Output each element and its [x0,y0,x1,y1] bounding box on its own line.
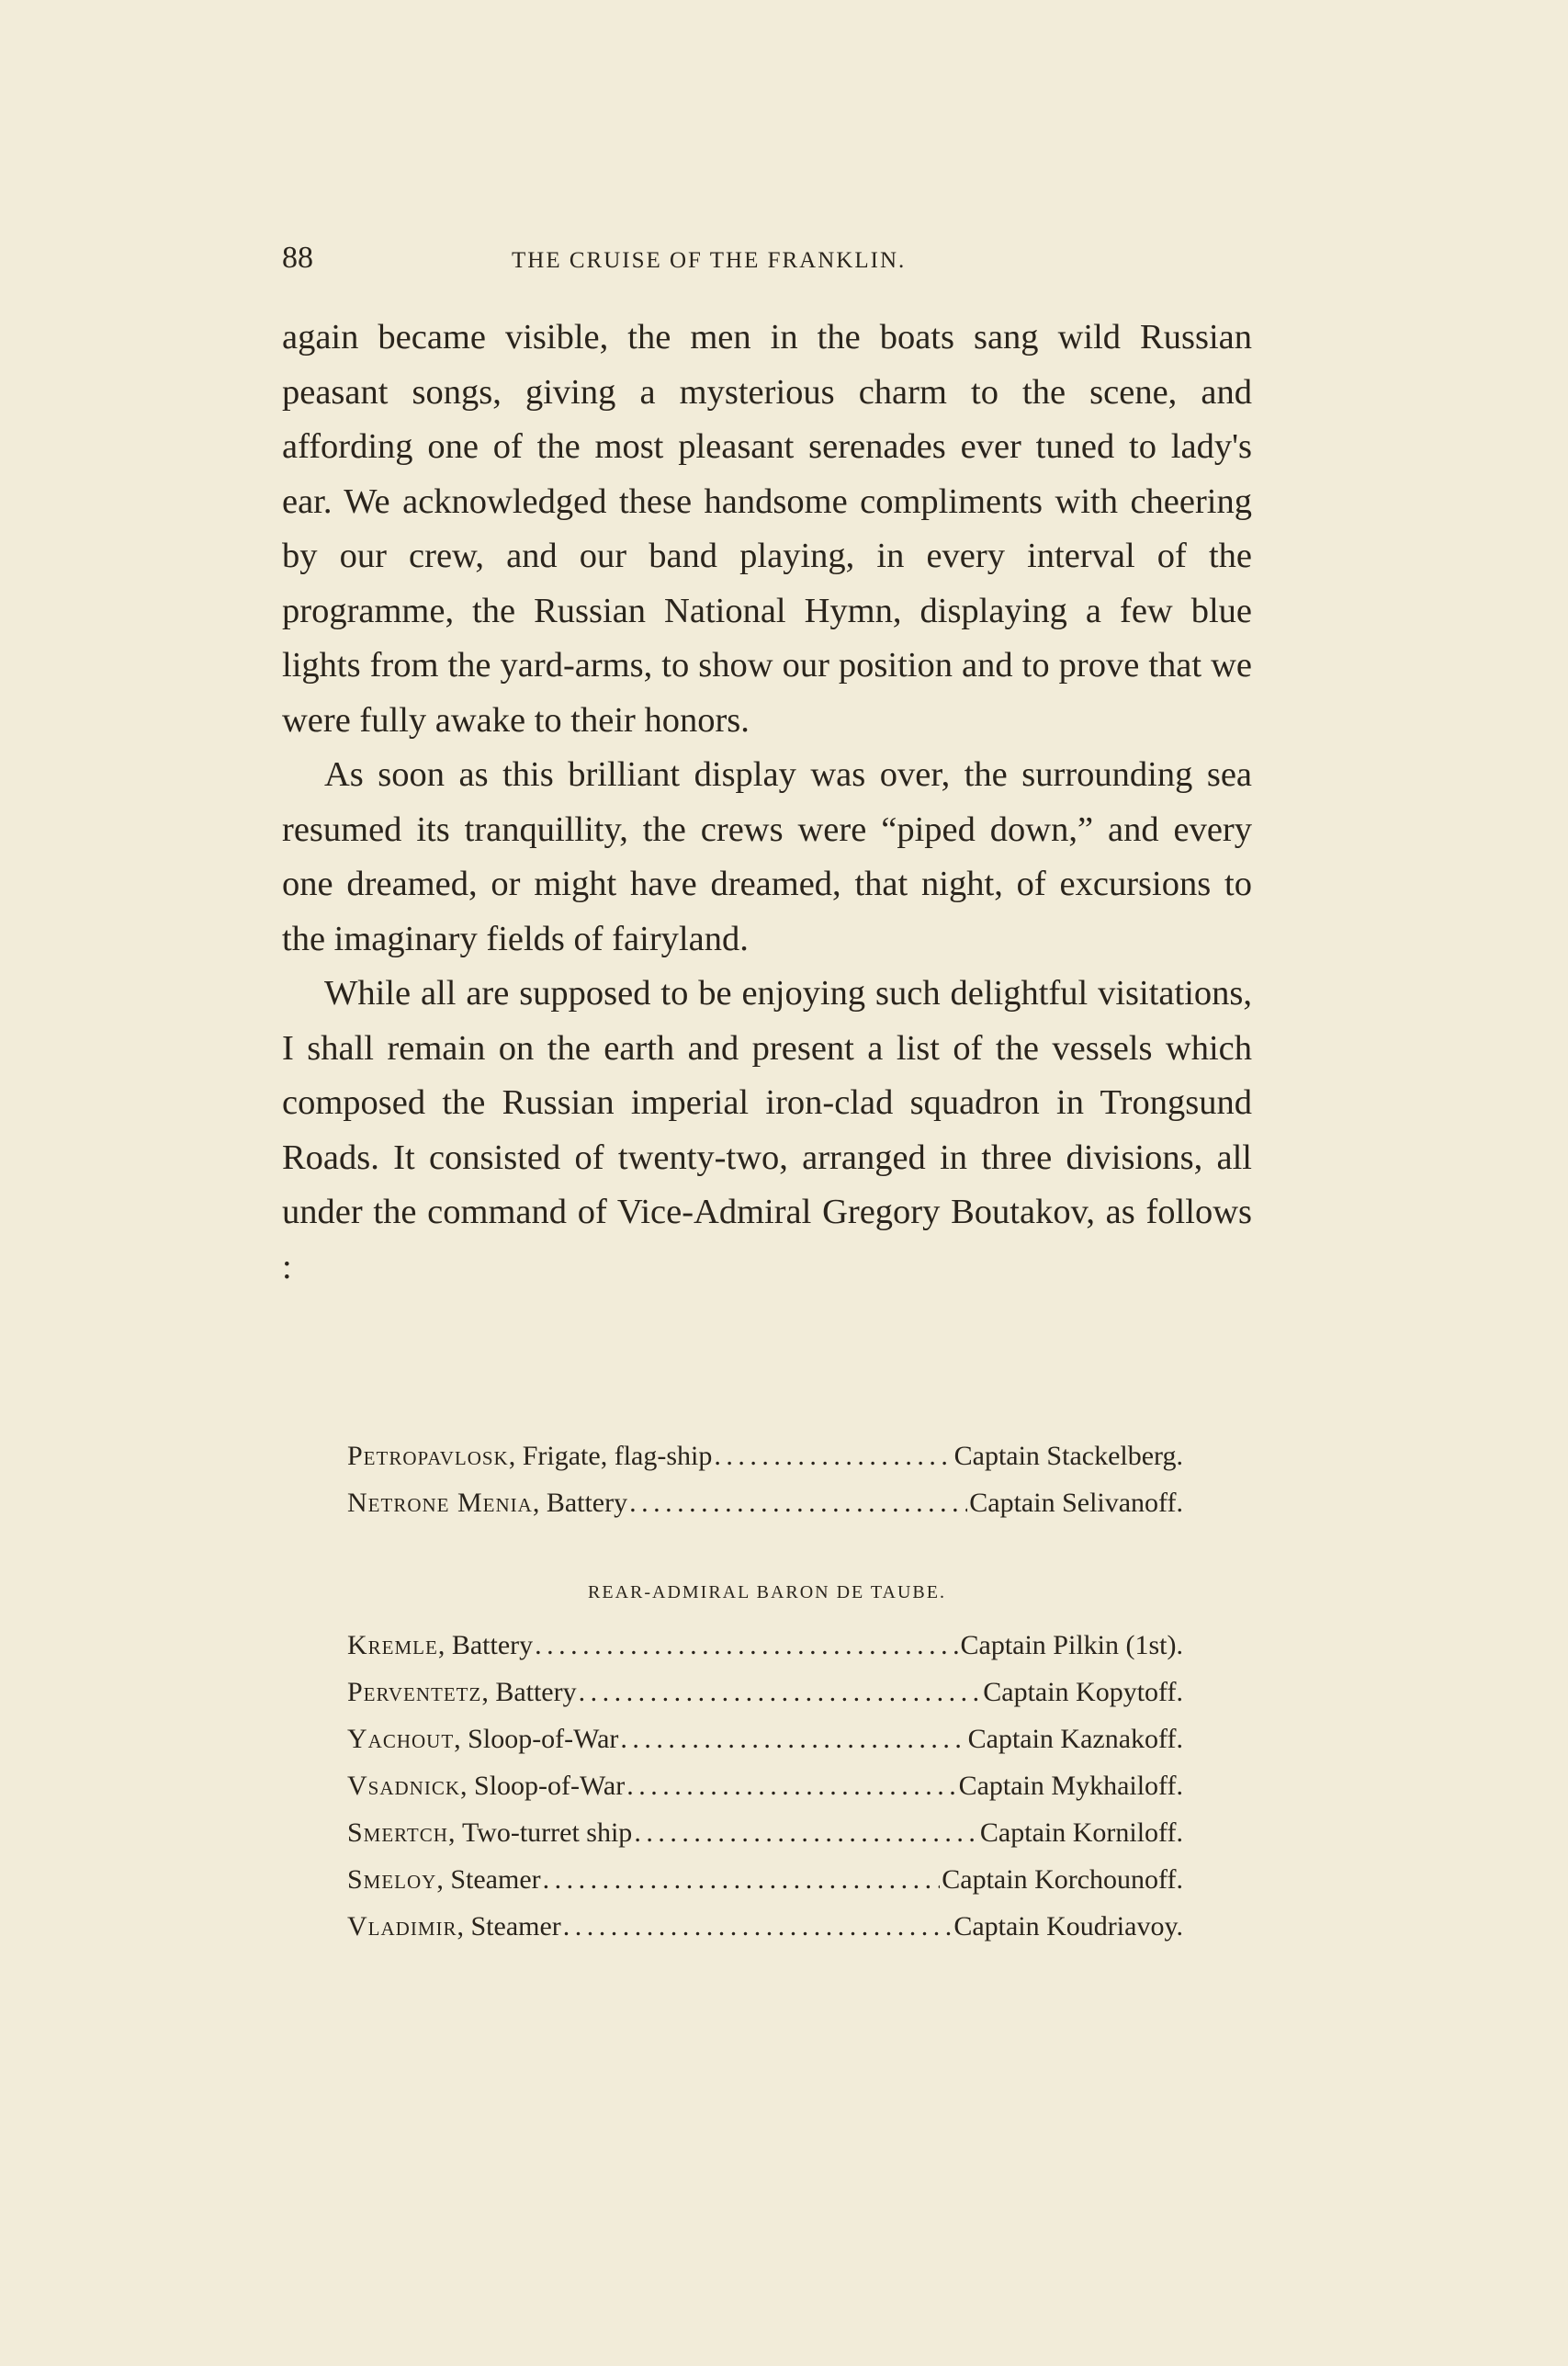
list-item [347,1677,1183,1724]
separator: , [454,1724,468,1754]
separator: , [481,1677,496,1707]
ship-name: Vladimir [347,1911,457,1941]
separator: , [447,1817,462,1848]
ship-type: Steamer [450,1864,541,1895]
leader-dots [626,1771,956,1802]
paragraph: again became visible, the men in the boats sang wild Russian peasant songs, giving a mysterious charm to the scene, and affording one of the most pleasant serenades ever tuned to lady's ear. We acknowledged these handsome compliments with cheering by our crew, and our band playing, in every interval of the programme, the Russian National Hymn, displaying a few blue lights from the yard-arms, to show our position and to prove that we were fully awake to their honors. [282,318,1252,740]
list-item [347,1630,1183,1677]
captain-name: Captain Mykhailoff. [958,1771,1183,1801]
ship-name: Yachout [347,1724,455,1754]
paragraph: As soon as this brilliant display was over, the surrounding sea resumed its tranquillity, the crews were “piped down,” and every one dreamed, or might have dreamed, that night, of excursions to the imaginary fields of fairyland. [282,755,1252,958]
ship-name: Petropavlosk [347,1441,509,1471]
flagship-list [347,1441,1183,1534]
separator: , [457,1911,471,1941]
ship-type: Battery [546,1488,628,1518]
page-number: 88 [282,241,313,275]
ship-name: Smeloy [347,1864,437,1895]
ship-type: Frigate, flag-ship [522,1441,713,1471]
ship-type: Sloop-of-War [468,1724,619,1754]
running-head: THE CRUISE OF THE FRANKLIN. [512,248,907,273]
separator: , [508,1441,523,1471]
division-list [347,1630,1183,1958]
ship-name: Vsadnick [347,1771,461,1801]
body-text [282,311,1252,1295]
leader-dots [563,1911,953,1942]
separator: , [437,1630,452,1660]
captain-name: Captain Korchounoff. [942,1864,1183,1895]
division-heading: REAR-ADMIRAL BARON DE TAUBE. [588,1582,946,1602]
leader-dots [543,1864,941,1896]
ship-name: Perventetz [347,1677,482,1707]
ship-type: Battery [451,1630,534,1660]
leader-dots [714,1441,952,1472]
leader-dots [629,1488,967,1519]
leader-dots [535,1630,958,1661]
ship-name: Kremle [347,1630,438,1660]
list-item [347,1864,1183,1911]
captain-name: Captain Stackelberg. [953,1441,1183,1471]
captain-name: Captain Korniloff. [979,1817,1183,1848]
ship-type: Sloop-of-War [474,1771,626,1801]
paragraph: While all are supposed to be enjoying such delightful visitations, I shall remain on the earth and present a list of the vessels which composed the Russian imperial iron-clad squadron in Trongsund Roads. It consisted of twenty-two, arranged in three divisions, all under the command of Vice-Admiral Gregory Boutakov, as follows : [282,974,1252,1286]
leader-dots [579,1677,982,1708]
captain-name: Captain Pilkin (1st). [960,1630,1183,1660]
separator: , [460,1771,475,1801]
list-item [347,1817,1183,1864]
captain-name: Captain Kaznakoff. [967,1724,1183,1754]
ship-type: Battery [495,1677,577,1707]
list-item [347,1771,1183,1817]
list-item [347,1911,1183,1958]
list-item [347,1441,1183,1488]
captain-name: Captain Kopytoff. [983,1677,1183,1707]
leader-dots [620,1724,965,1755]
ship-type: Steamer [470,1911,561,1941]
ship-name: Netrone Menia [347,1488,533,1518]
captain-name: Captain Selivanoff. [969,1488,1183,1518]
list-item [347,1488,1183,1534]
ship-name: Smertch [347,1817,448,1848]
captain-name: Captain Koudriavoy. [953,1911,1183,1941]
page-header [282,241,1247,277]
list-item [347,1724,1183,1771]
separator: , [436,1864,451,1895]
ship-type: Two-turret ship [461,1817,633,1848]
separator: , [532,1488,547,1518]
leader-dots [634,1817,978,1849]
